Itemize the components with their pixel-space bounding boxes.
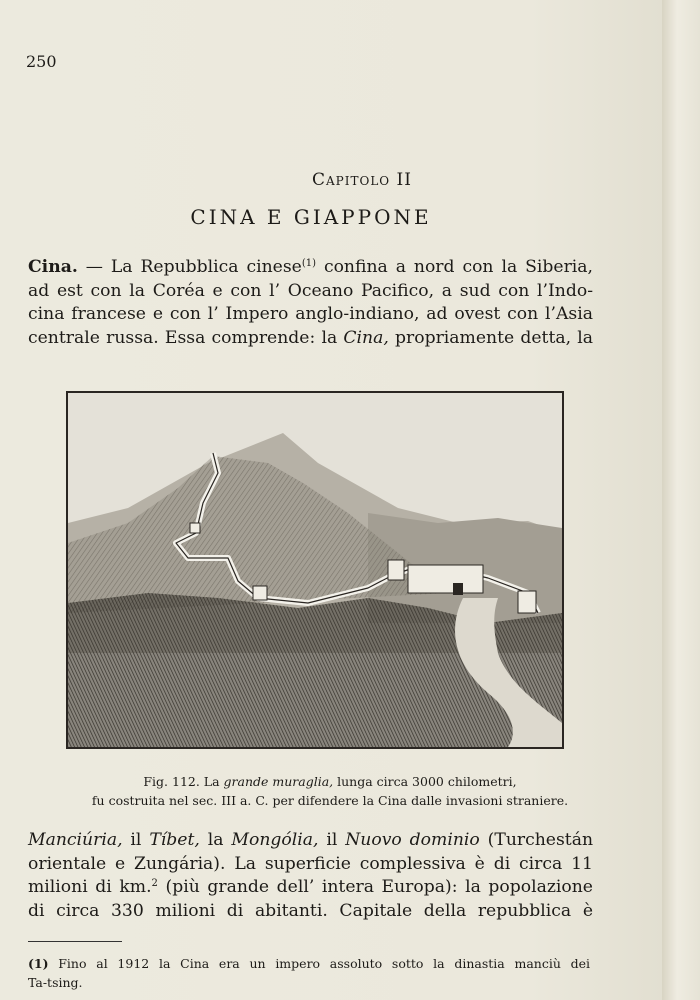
great-wall-illustration [66, 391, 564, 749]
paragraph-line: centrale russa. Essa comprende: la Cina, propriamente detta, la [28, 327, 593, 348]
paragraph-line: milioni di km.$^2$ (più grande dell’ intera Europa): la popolazione [28, 877, 593, 897]
section-lead: Cina. [28, 257, 78, 277]
footnote-rule [28, 941, 122, 942]
footnote: (1) Fino al 1912 la Cina era un impero assoluto sotto la dinastia manciù dei Ta-tsing. [28, 956, 590, 990]
paragraph-line: orientale e Zungária). La superficie complessiva è di circa 11 [28, 853, 593, 874]
figure-caption: Fig. 112. La grande muraglia, lunga circa 3000 chilometri, fu costruita nel sec. III a. C. per difendere la Cina dalle invasioni straniere. [91, 774, 569, 808]
paragraph-line: cina francese e con l’ Impero anglo-indiano, ad ovest con l’Asia [28, 304, 593, 324]
paragraph-line: Cina. — La Repubblica cinese$^{(1)}$ confina a nord con la Siberia, [28, 257, 593, 277]
page-number: 250 [26, 52, 57, 71]
footnote-ref: (1) [301, 258, 317, 269]
page-edge [662, 0, 700, 1000]
paragraph-cina [28, 256, 593, 350]
chapter-title: CINA E GIAPPONE [190, 205, 432, 229]
paragraph-regions [28, 829, 593, 923]
paragraph-line: di circa 330 milioni di abitanti. Capitale della repubblica è [28, 900, 593, 921]
paragraph-line: Manciúria, il Tíbet, la Mongólia, il Nuovo dominio (Turchestán [28, 830, 594, 850]
chapter-label: Capitolo II [312, 170, 412, 190]
footnote-marker: (1) [28, 956, 49, 971]
paragraph-line: ad est con la Coréa e con l’ Oceano Pacifico, a sud con l’Indo- [28, 280, 593, 301]
